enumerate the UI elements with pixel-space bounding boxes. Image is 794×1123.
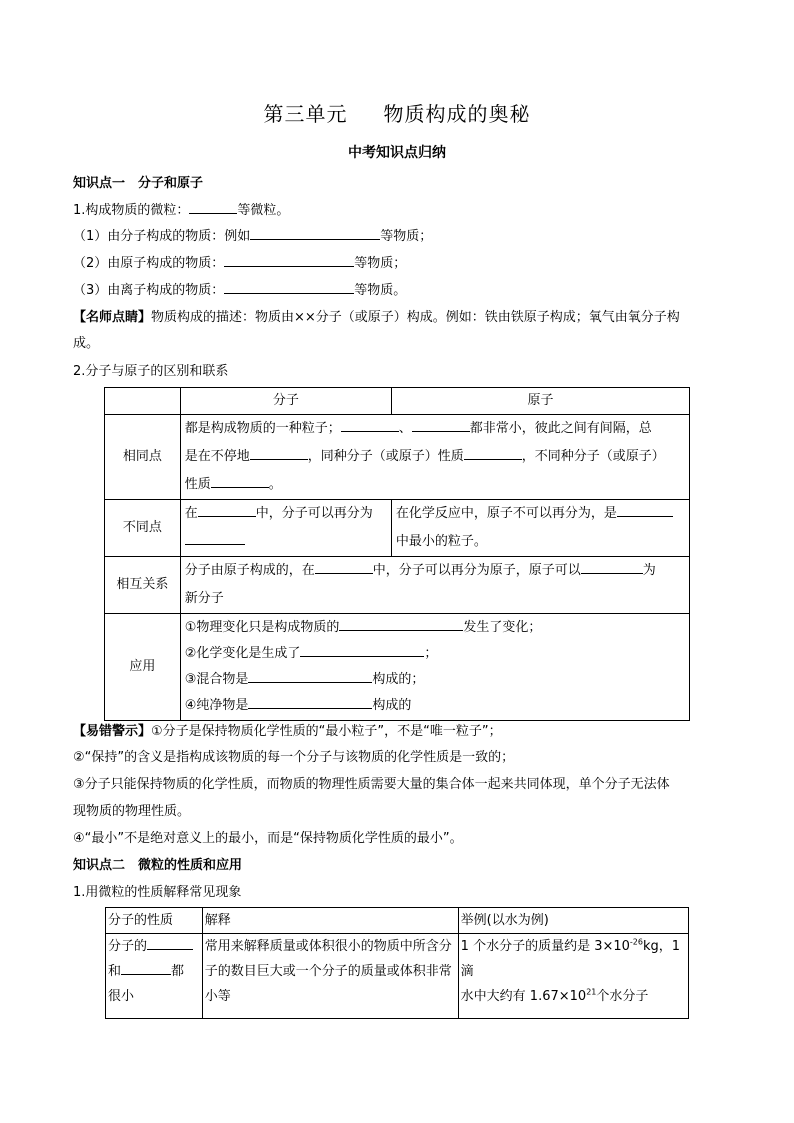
kp2-question-1: 1.用微粒的性质解释常见现象 bbox=[73, 885, 242, 900]
diff-molecule: 在 中，分子可以再分为 bbox=[180, 500, 391, 557]
application-content: ①物理变化只是构成物质的 发生了变化； ②化学变化是生成了 ； ③混合物是 构成的； ④纯净物是 构成的 bbox=[180, 614, 689, 721]
explain-cell: 常用来解释质量或体积很小的物质中所含分子的数目巨大或一个分子的质量或体积非常小等 bbox=[202, 934, 458, 1019]
page-title: 第三单元 物质构成的奥秘 bbox=[263, 102, 531, 126]
warning-3: ③分子只能保持物质的化学性质，而物质的物理性质需要大量的集合体一起来共同体现，单个分子无法体 bbox=[73, 777, 670, 792]
kp2-heading: 知识点二 微粒的性质和应用 bbox=[73, 858, 243, 873]
teacher-tip: 【名师点睛】物质构成的描述：物质由××分子（或原子）构成。例如：铁由铁原子构成；氧气由氧分子构 bbox=[73, 310, 680, 325]
diff-atom: 在化学反应中，原子不可以再分为，是 中最小的粒子。 bbox=[391, 500, 689, 557]
empty-head-cell bbox=[105, 388, 181, 415]
col-header-explain: 解释 bbox=[202, 908, 458, 934]
molecule-atom-table bbox=[104, 387, 690, 721]
teacher-tip-cont: 成。 bbox=[73, 336, 100, 351]
question-2: 2.分子与原子的区别和联系 bbox=[73, 364, 229, 379]
row-label-diff: 不同点 bbox=[105, 500, 181, 557]
row-label-application: 应用 bbox=[105, 614, 181, 721]
row-label-relation: 相互关系 bbox=[105, 557, 181, 614]
row-label-same: 相同点 bbox=[105, 415, 181, 500]
kp1-heading: 知识点一 分子和原子 bbox=[73, 176, 204, 191]
warning-4: ④“最小”不是绝对意义上的最小，而是“保持物质化学性质的最小”。 bbox=[73, 831, 463, 846]
col-header-property: 分子的性质 bbox=[106, 908, 203, 934]
question-1-3: （3）由离子构成的物质： 等物质。 bbox=[73, 279, 406, 298]
warning-2: ②“保持”的含义是指构成该物质的每一个分子与该物质的化学性质是一致的； bbox=[73, 750, 515, 765]
page-subtitle: 中考知识点归纳 bbox=[348, 145, 446, 161]
same-content: 都是构成物质的一种粒子； 、 都非常小，彼此之间有间隔，总 是在不停地 ，同种分子（或原子）性质 ，不同种分子（或原子） 性质 。 bbox=[180, 415, 689, 500]
head-atom: 原子 bbox=[391, 388, 689, 415]
particle-property-table bbox=[105, 907, 689, 1019]
example-cell: 1 个水分子的质量约是 $3\times 10^{-26}kg$，1 滴 水中大约有 $1.67\times 10^{21}$个水分子 bbox=[458, 934, 688, 1019]
property-cell: 分子的 和 都 很小 bbox=[106, 934, 203, 1019]
head-molecule: 分子 bbox=[180, 388, 391, 415]
relation-content: 分子由原子构成的，在 中，分子可以再分为原子，原子可以 为 新分子 bbox=[180, 557, 689, 614]
question-1-1: （1）由分子构成的物质：例如 等物质； bbox=[73, 225, 432, 244]
question-1-2: （2）由原子构成的物质： 等物质； bbox=[73, 252, 406, 271]
warning-1: 【易错警示】①分子是保持物质化学性质的“最小粒子”，不是“唯一粒子”； bbox=[73, 724, 502, 739]
question-1: 1.构成物质的微粒： 等微粒。 bbox=[73, 199, 289, 218]
warning-3-cont: 现物质的物理性质。 bbox=[73, 804, 191, 819]
col-header-example: 举例(以水为例) bbox=[458, 908, 688, 934]
